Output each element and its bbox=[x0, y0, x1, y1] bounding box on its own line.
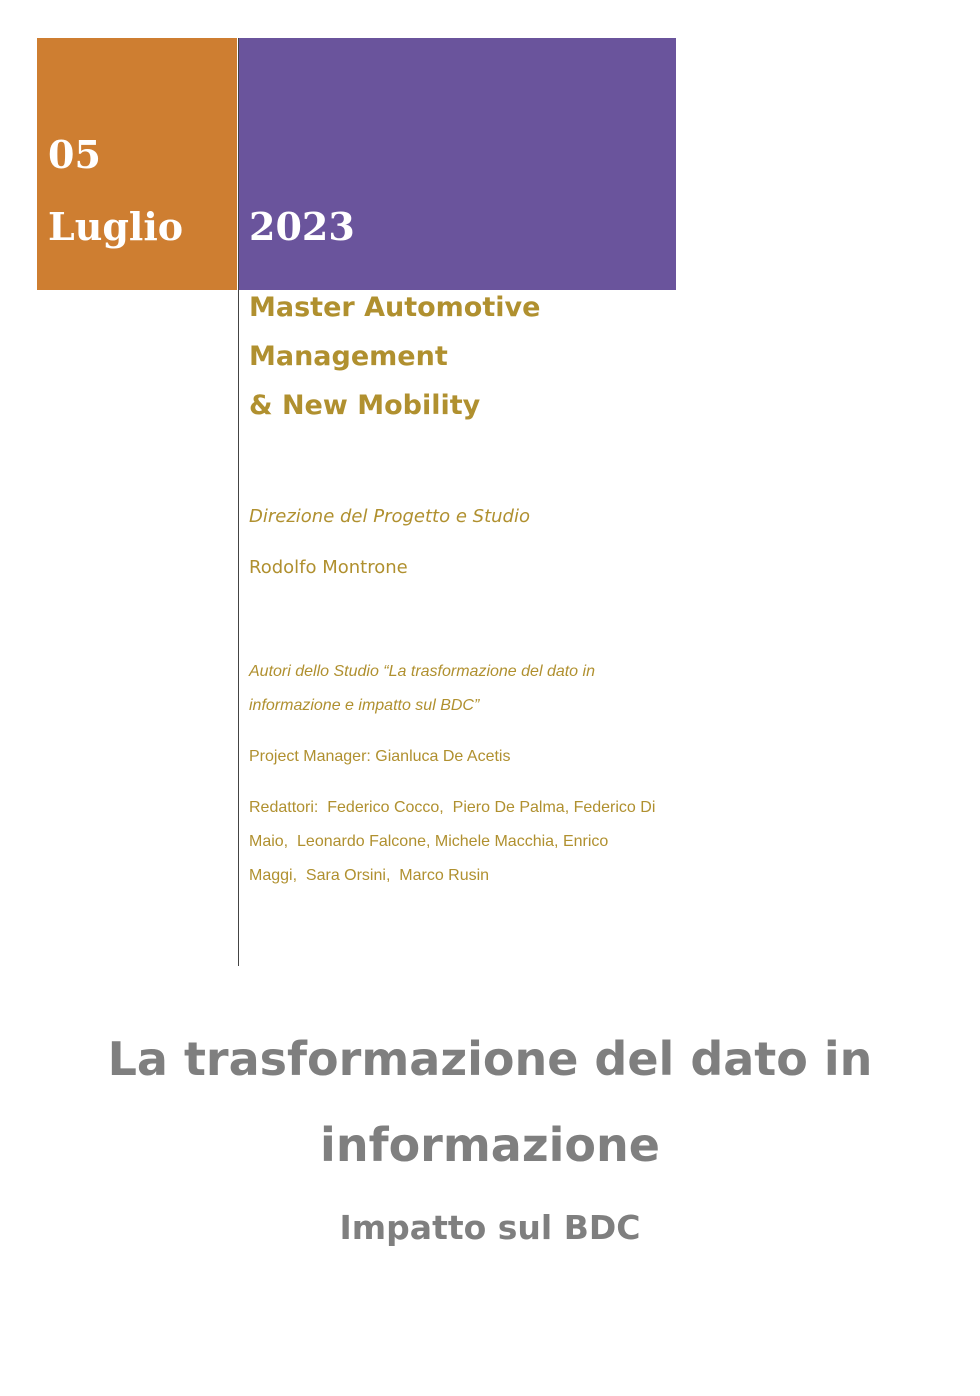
document-title: La trasformazione del dato in informazione bbox=[107, 1032, 873, 1172]
direction-name: Rodolfo Montrone bbox=[249, 557, 408, 578]
direction-label: Direzione del Progetto e Studio bbox=[249, 506, 530, 527]
date-day: 05 bbox=[48, 132, 101, 177]
authors-label: Autori dello Studio “La trasformazione del dato in informazione e impatto sul BDC” bbox=[249, 663, 595, 714]
master-title-line-2: Management bbox=[249, 341, 448, 372]
date-year-block bbox=[239, 38, 676, 290]
editors-list: Redattori: Federico Cocco, Piero De Palma, Federico Di Maio, Leonardo Falcone, Michele Macchia, Enrico Maggi, Sara Orsini, Marco Rusin bbox=[249, 799, 660, 884]
master-title-line-1: Master Automotive bbox=[249, 292, 541, 323]
vertical-divider bbox=[238, 38, 239, 966]
document-subtitle: Impatto sul BDC bbox=[339, 1208, 641, 1247]
date-month: Luglio bbox=[48, 204, 184, 249]
date-year: 2023 bbox=[249, 204, 355, 249]
master-title-line-3: & New Mobility bbox=[249, 390, 481, 421]
project-manager: Project Manager: Gianluca De Acetis bbox=[249, 748, 511, 765]
